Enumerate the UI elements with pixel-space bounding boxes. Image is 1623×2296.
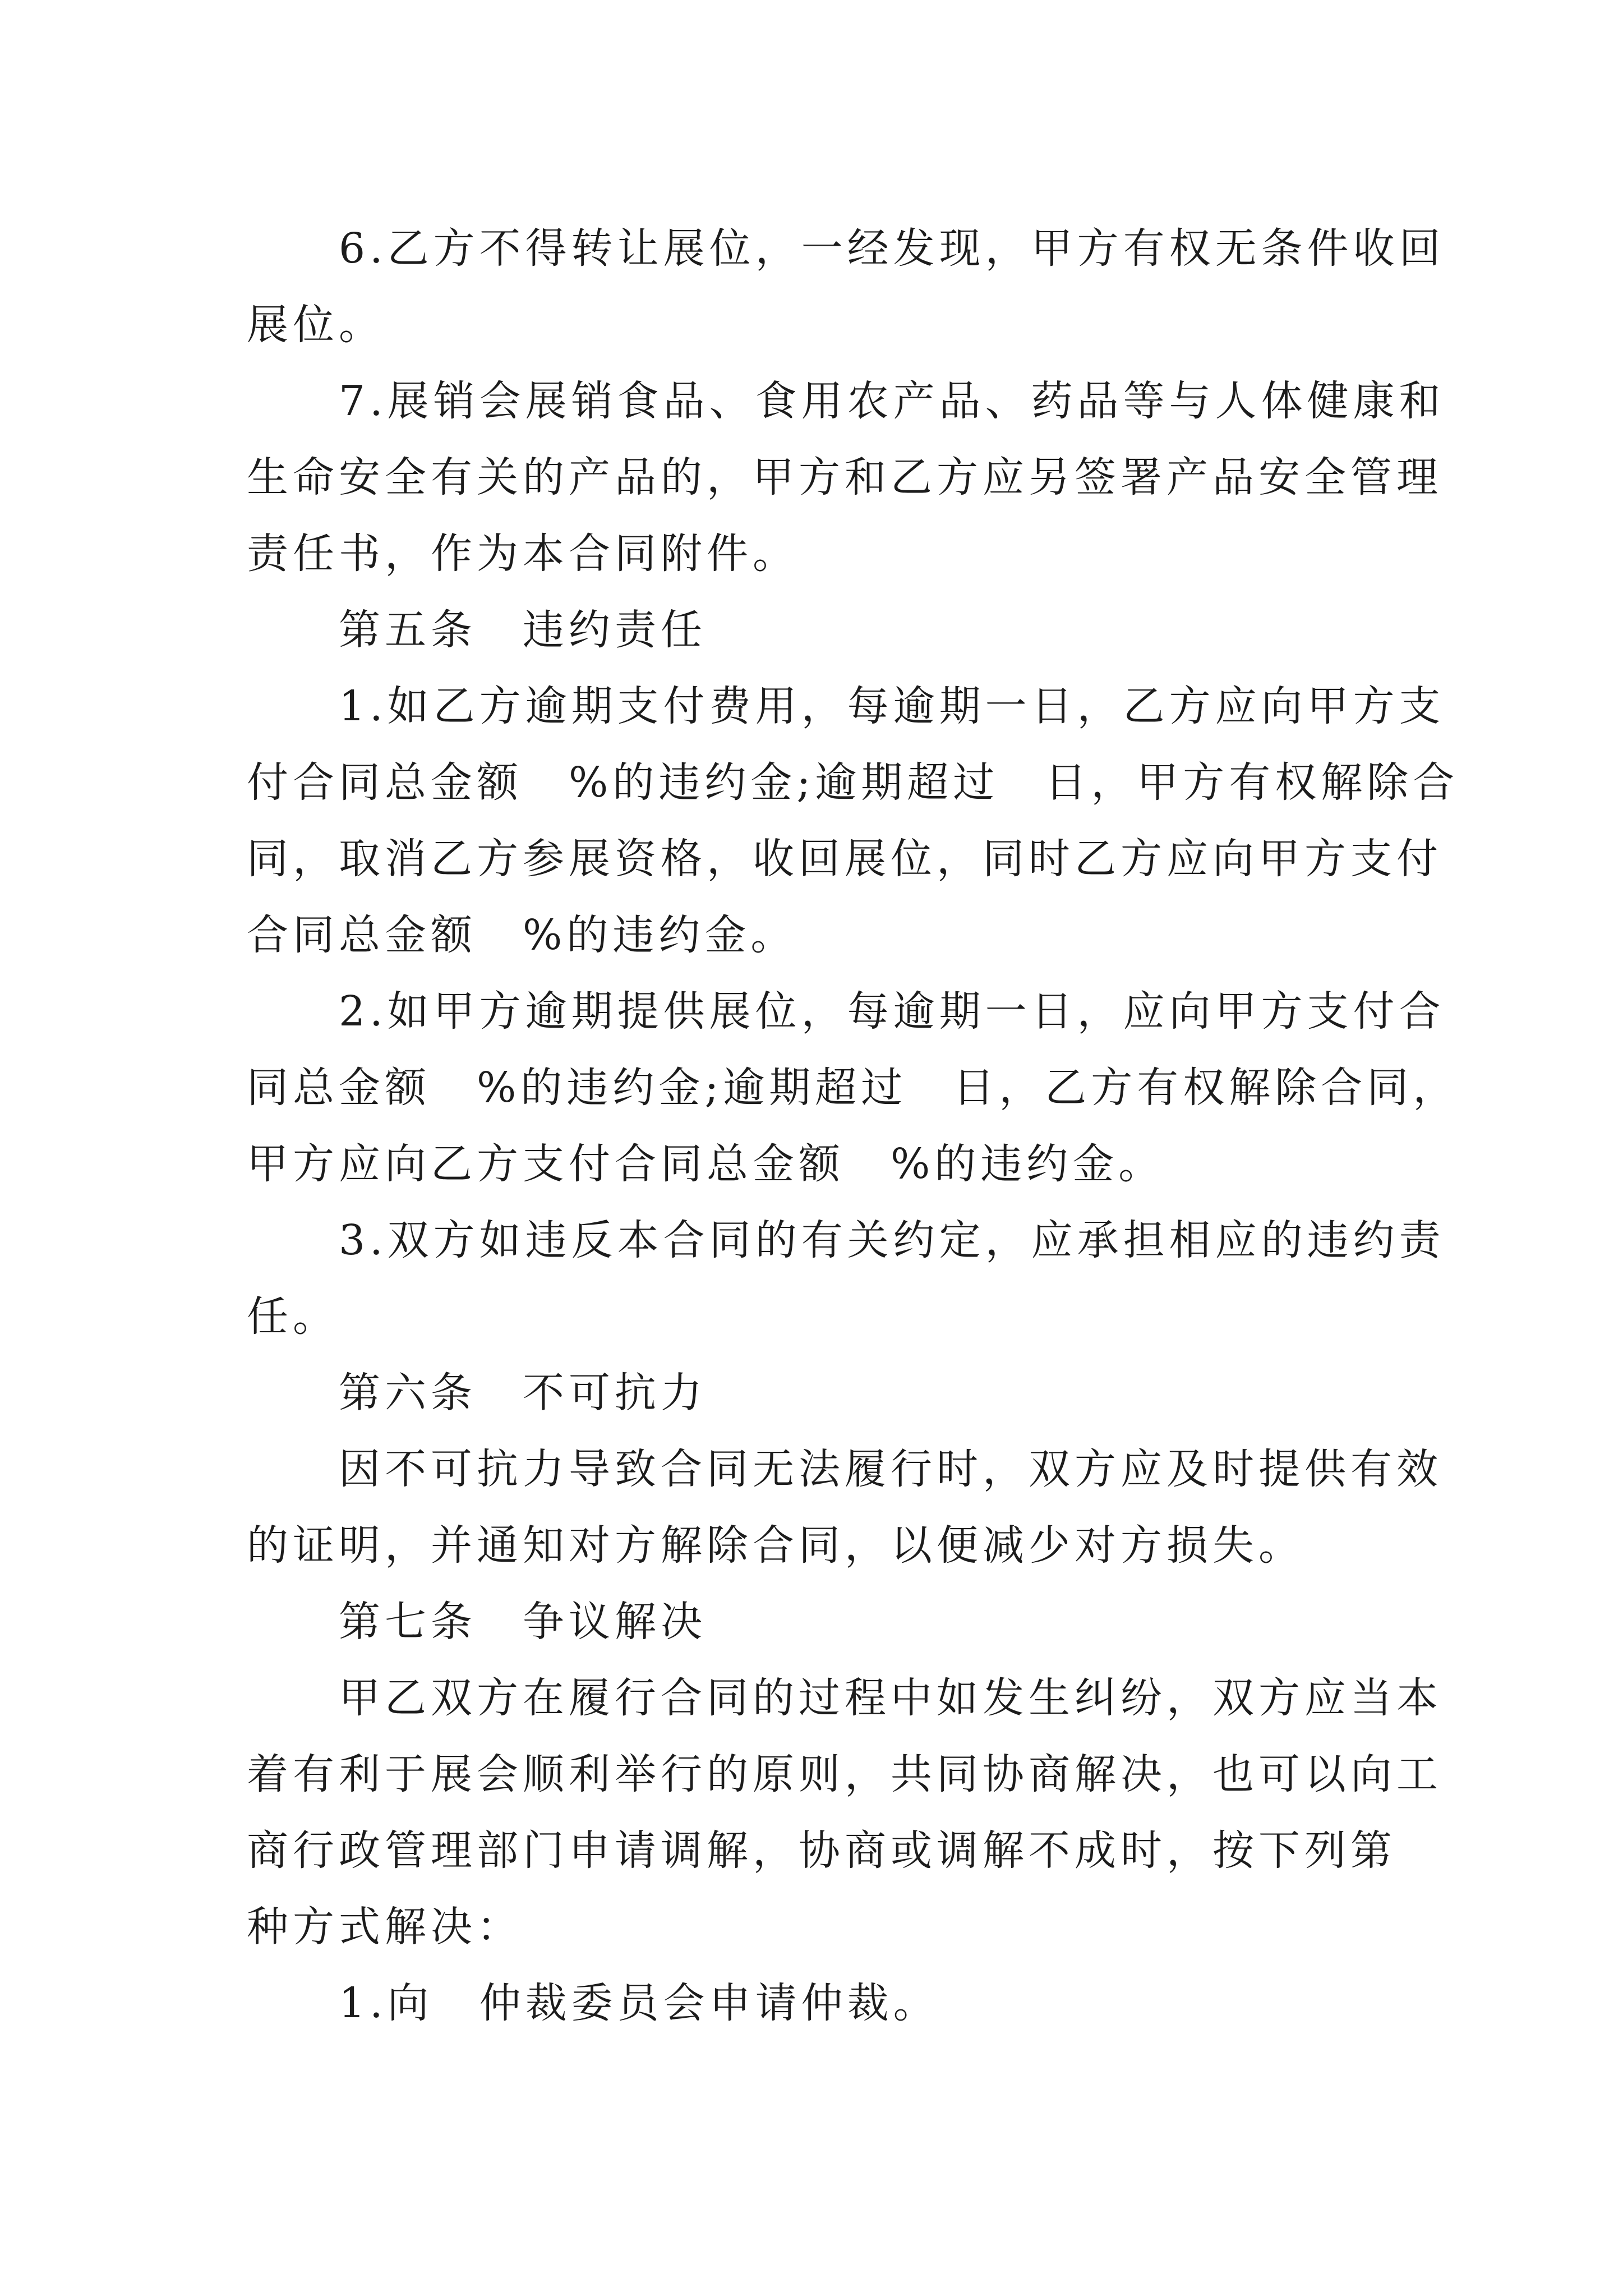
text-line: 同，取消乙方参展资格，收回展位，同时乙方应向甲方支付 xyxy=(247,835,1442,883)
clause-7 xyxy=(247,363,1445,592)
text-line: 同总金额 %的违约金;逾期超过 日，乙方有权解除合同， xyxy=(247,1064,1459,1112)
article-5 xyxy=(247,592,1459,1355)
text-line: 着有利于展会顺利举行的原则，共同协商解决，也可以向工 xyxy=(247,1750,1442,1798)
text-line: 任。 xyxy=(247,1292,339,1341)
text-line: 因不可抗力导致合同无法履行时，双方应及时提供有效 xyxy=(339,1445,1442,1493)
text-line: 付合同总金额 %的违约金;逾期超过 日，甲方有权解除合 xyxy=(247,758,1459,807)
text-line: 商行政管理部门申请调解，协商或调解不成时，按下列第 xyxy=(247,1826,1396,1875)
clause-6 xyxy=(247,210,1445,363)
document-body xyxy=(247,210,1459,2041)
text-line: 1.如乙方逾期支付费用，每逾期一日，乙方应向甲方支 xyxy=(339,682,1445,730)
text-line: 合同总金额 %的违约金。 xyxy=(247,911,797,959)
text-line: 2.如甲方逾期提供展位，每逾期一日，应向甲方支付合 xyxy=(339,987,1445,1036)
text-line: 的证明，并通知对方解除合同，以便减少对方损失。 xyxy=(247,1521,1304,1570)
article-heading: 第五条 违约责任 xyxy=(339,606,707,654)
text-line: 6.乙方不得转让展位，一经发现，甲方有权无条件收回 xyxy=(339,224,1445,273)
text-line: 甲方应向乙方支付合同总金额 %的违约金。 xyxy=(247,1140,1165,1188)
text-line: 3.双方如违反本合同的有关约定，应承担相应的违约责 xyxy=(339,1216,1445,1264)
article-6 xyxy=(247,1355,1442,1584)
text-line: 责任书，作为本合同附件。 xyxy=(247,530,799,578)
text-line: 7.展销会展销食品、食用农产品、药品等与人体健康和 xyxy=(339,377,1445,425)
article-7 xyxy=(247,1584,1442,2041)
text-line: 展位。 xyxy=(247,301,385,349)
article-heading: 第七条 争议解决 xyxy=(339,1598,707,1646)
text-line: 甲乙双方在履行合同的过程中如发生纠纷，双方应当本 xyxy=(339,1674,1442,1722)
text-line: 生命安全有关的产品的，甲方和乙方应另签署产品安全管理 xyxy=(247,453,1442,501)
article-heading: 第六条 不可抗力 xyxy=(339,1369,707,1417)
text-line: 1.向 仲裁委员会申请仲裁。 xyxy=(339,1979,939,2027)
text-line: 种方式解决： xyxy=(247,1903,523,1951)
